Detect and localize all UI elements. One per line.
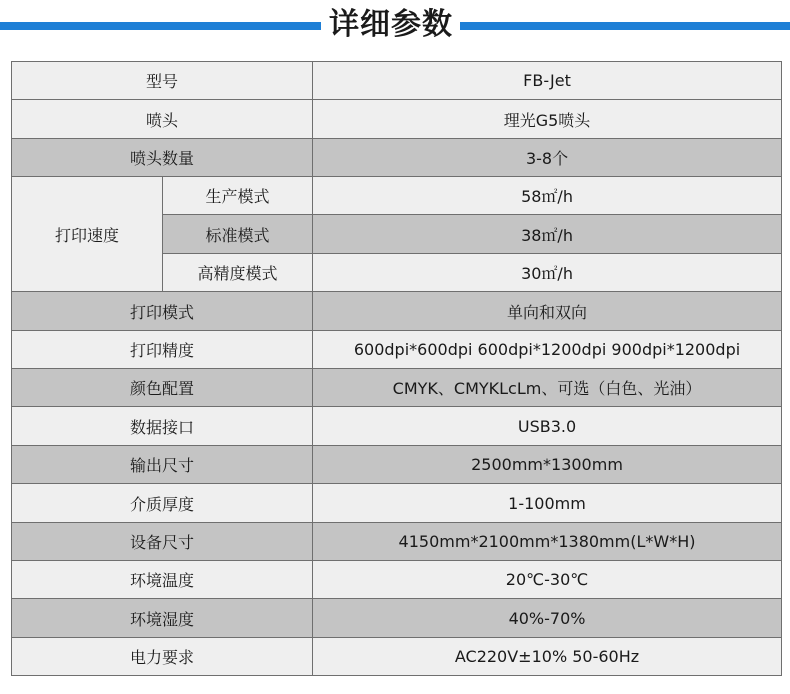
table-row: [12, 523, 782, 561]
spec-label: 电力要求: [12, 638, 313, 676]
table-row: [12, 369, 782, 407]
speed-mode-value: 58㎡/h: [313, 177, 782, 215]
table-row: [12, 331, 782, 369]
table-row: [12, 407, 782, 446]
spec-label: 设备尺寸: [12, 523, 313, 561]
table-row: [12, 638, 782, 676]
spec-value: 1-100mm: [313, 484, 782, 523]
spec-value: 20℃-30℃: [313, 561, 782, 599]
spec-value: 2500mm*1300mm: [313, 446, 782, 484]
spec-label: 型号: [12, 62, 313, 100]
table-row: [12, 484, 782, 523]
table-row: [12, 446, 782, 484]
spec-value: AC220V±10% 50-60Hz: [313, 638, 782, 676]
spec-value: CMYK、CMYKLcLm、可选（白色、光油）: [313, 369, 782, 407]
table-row: [12, 139, 782, 177]
header-right-bar: [466, 22, 790, 30]
spec-value: 理光G5喷头: [313, 100, 782, 139]
spec-label: 打印精度: [12, 331, 313, 369]
spec-value: 4150mm*2100mm*1380mm(L*W*H): [313, 523, 782, 561]
speed-mode-value: 38㎡/h: [313, 215, 782, 254]
spec-value: 40%-70%: [313, 599, 782, 638]
print-speed-label: 打印速度: [12, 177, 163, 292]
spec-value: 单向和双向: [313, 292, 782, 331]
speed-mode-label: 高精度模式: [163, 254, 313, 292]
spec-label: 环境温度: [12, 561, 313, 599]
spec-label: 输出尺寸: [12, 446, 313, 484]
spec-label: 喷头: [12, 100, 313, 139]
spec-label: 打印模式: [12, 292, 313, 331]
table-row: [12, 599, 782, 638]
spec-label: 环境湿度: [12, 599, 313, 638]
spec-value: FB-Jet: [313, 62, 782, 100]
spec-value: 600dpi*600dpi 600dpi*1200dpi 900dpi*1200dpi: [313, 331, 782, 369]
spec-value: 3-8个: [313, 139, 782, 177]
table-row: [12, 177, 782, 215]
spec-label: 喷头数量: [12, 139, 313, 177]
spec-table: [11, 61, 782, 676]
spec-label: 数据接口: [12, 407, 313, 446]
table-row: [12, 62, 782, 100]
table-row: [12, 561, 782, 599]
spec-label: 介质厚度: [12, 484, 313, 523]
section-title: 详细参数: [329, 7, 453, 42]
spec-label: 颜色配置: [12, 369, 313, 407]
header-left-bar: [0, 22, 315, 30]
table-row: [12, 100, 782, 139]
speed-mode-value: 30㎡/h: [313, 254, 782, 292]
speed-mode-label: 标准模式: [163, 215, 313, 254]
section-header: [0, 0, 790, 54]
table-row: [12, 292, 782, 331]
speed-mode-label: 生产模式: [163, 177, 313, 215]
spec-value: USB3.0: [313, 407, 782, 446]
